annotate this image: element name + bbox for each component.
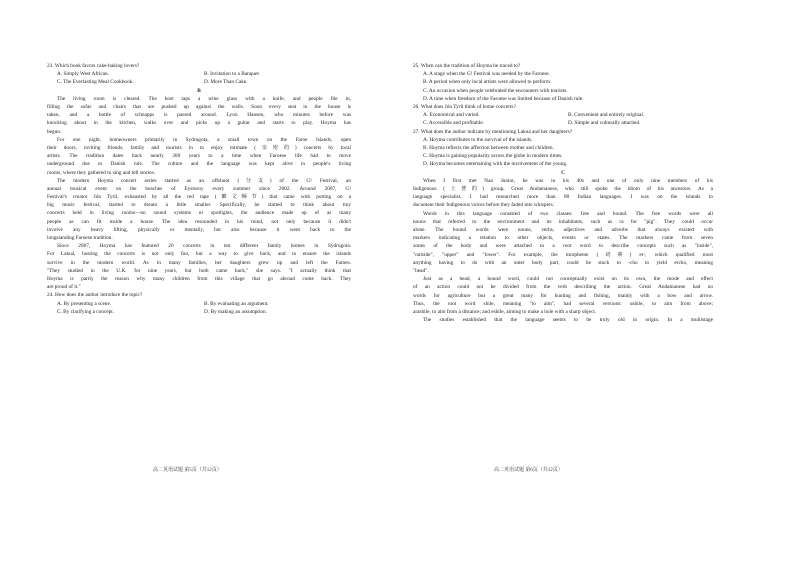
option-d: D. More Than Cake. bbox=[204, 79, 248, 86]
option-b: B. Invitation to a Banquet. bbox=[204, 71, 261, 78]
option-c: C. Hoyma is gaining popularity across the globe in modern times. bbox=[423, 153, 563, 160]
question-24-options-2 bbox=[47, 308, 351, 316]
text-line: involve any heavy lifting, physically or mentally, but also because it went back to the bbox=[47, 226, 351, 233]
question-26: 26. What does Jón Tyril think of home concerts? bbox=[413, 104, 516, 111]
text-line: Thus, the root word shile, meaning "to aim", had several versions: ushile, to aim from above; bbox=[413, 300, 713, 307]
passage-b-paragraph-4 bbox=[47, 242, 351, 291]
option-d: D. By making an assumption. bbox=[204, 308, 267, 315]
question-25: 25. When can the tradition of Hoyma be traced to? bbox=[413, 63, 521, 69]
section-heading-c: C bbox=[561, 169, 565, 176]
passage-b-paragraph-2 bbox=[47, 136, 351, 177]
text-line: For one night, homeowners primarily in Sydrugota, a small town on the Faroe Islands, open bbox=[57, 136, 351, 143]
option-a: A. By presenting a scene. bbox=[57, 300, 112, 307]
page-footer-left: 高二英语试题 第5页（共12页） bbox=[153, 468, 222, 473]
option-a: A. Simply West African. bbox=[57, 71, 109, 78]
text-line: "head". bbox=[413, 267, 429, 274]
text-line: their doors, inviting friends, family and tourists in to enjoy intimate (亲密的) concerts by local bbox=[47, 144, 351, 151]
text-line: arashile, to aim from a distance; and eshile, aiming to make a hole with a sharp object. bbox=[413, 308, 597, 315]
option-b: B. Convenient and entirely original. bbox=[568, 112, 645, 119]
left-page-column bbox=[47, 62, 351, 316]
text-line: annual musical event on the beaches of Eysturoy every summer since 2002. Around 2007, G! bbox=[47, 185, 351, 192]
right-page-column bbox=[413, 62, 713, 324]
text-line: Festival's creator Jón Tyril, exhausted by all the red tape (繁文缛节) that came with putting on a bbox=[47, 194, 351, 201]
text-line: words for agriculture but a great many for hunting and fishing, mainly with a bow and arrow. bbox=[413, 292, 713, 299]
text-line: anything having to do with an outer body part, could be stuck to -cho to yield ercho, meaning bbox=[413, 259, 713, 266]
question-24: 24. How does the author introduce the topic? bbox=[47, 292, 143, 299]
passage-b-paragraph-3 bbox=[47, 177, 351, 243]
text-line: filling the sofas and chairs that are pushed up against the walls. Soon every seat in the house is bbox=[47, 104, 351, 110]
text-line: The living room is cleared. The host taps a wine glass with a knife, and people file in, bbox=[57, 95, 351, 102]
question-23-options bbox=[47, 70, 351, 78]
option-c: C. The Everlasting Meal Cookbook. bbox=[57, 79, 134, 86]
text-line: Since 2007, Hoyma has featured 20 concerts in ten different family homes in Sydrugota. bbox=[57, 243, 351, 250]
text-line: language specialist, I had researched more than 80 Indian languages. I was on the islands to bbox=[413, 194, 713, 201]
passage-b-paragraph-1 bbox=[47, 95, 351, 136]
option-a: A. Hoyma contributes to the survival of the islands. bbox=[423, 136, 533, 143]
text-line: Words in this language consisted of two classes: free and bound. The free words were all bbox=[423, 210, 713, 217]
text-line: underground due to Danish rule. The culture and the language was kept alive in people's living bbox=[47, 161, 351, 168]
question-26-options bbox=[413, 111, 713, 119]
option-d: D. Simple and culturally attached. bbox=[568, 120, 641, 127]
text-line: survive in the modern world. As in many families, her daughters grew up and left the Faroes. bbox=[47, 259, 351, 266]
text-line: taken, and a bottle of schnapps is passed around. Lyon Hansen, who minutes before was bbox=[47, 112, 351, 119]
text-line: big music festival, started to dream a little smaller. Specifically, he started to think about tiny bbox=[47, 202, 351, 209]
text-line: document their Indigenous voices before they faded into whispers. bbox=[413, 202, 555, 209]
option-b: B. Hoyma reflects the affection between mother and children. bbox=[423, 145, 554, 152]
question-23: 23. Which book favors cake-baking lovers? bbox=[47, 63, 140, 69]
option-c: C. An occasion when people celebrated the encounters with tourists. bbox=[423, 87, 568, 94]
text-line: alone. The bound words were nouns, verbs, adjectives and adverbs that always existed with bbox=[413, 226, 713, 233]
option-b: B. By evaluating an argument. bbox=[204, 300, 269, 307]
passage-c-paragraph-2 bbox=[413, 210, 713, 276]
text-line: zones of the body and were attached to a root word to describe concepts such as "inside", bbox=[413, 243, 713, 250]
option-c: C. By clarifying a concept. bbox=[57, 308, 115, 315]
option-a: A. Economical and varied. bbox=[423, 112, 480, 119]
text-line: Hoyma is partly the reason why many children from this village that go abroad come back. They bbox=[47, 275, 351, 282]
option-b: B. A period when only local artists were allowed to perform. bbox=[423, 79, 552, 86]
option-c: C. Accessible and profitable. bbox=[423, 120, 485, 127]
text-line: For Lakuá, hosting the concerts is not only fun, but a way to give back, and to ensure the islands bbox=[47, 251, 351, 258]
question-23-options-2 bbox=[47, 78, 351, 86]
passage-c-paragraph-3 bbox=[413, 275, 713, 316]
text-line: "They studied in the U.K. for nine years, but both came back," she says. "I actually think that bbox=[47, 267, 351, 274]
question-24-options bbox=[47, 300, 351, 308]
text-line: The studies established that the language seems to be truly old in origin. In a multistage bbox=[423, 317, 713, 324]
text-line: begun. bbox=[47, 128, 62, 135]
text-line: markers indicating a relation to other objects, events or states. The markers came from seven bbox=[413, 235, 713, 242]
option-d: D. Hoyma becomes entertaining with the involvement of the young. bbox=[423, 161, 568, 168]
section-heading-b: B bbox=[197, 87, 201, 94]
text-line: of an action could not be divided from the verb describing the action. Great Andamanese had no bbox=[413, 284, 713, 291]
text-line: "outside", "upper" and "lower". For example, the morpheme (词素) er-, which qualified most bbox=[413, 251, 713, 258]
text-line: The modern Hoyma concert series started as an offshoot (分支) of the G! Festival, an bbox=[57, 177, 351, 184]
passage-c-paragraph-1 bbox=[413, 177, 713, 210]
question-26-options-2 bbox=[413, 119, 713, 127]
text-line: people as can fit inside a house. The idea resounded in his mind, not only because it didn't bbox=[47, 218, 351, 225]
page-footer-right: 高二英语试题 第6页（共12页） bbox=[494, 468, 563, 473]
text-line: longstanding Faroese tradition. bbox=[47, 235, 113, 242]
text-line: Just as a head, a bound word, could not conceptually exist on its own, the mode and effect bbox=[423, 276, 713, 283]
text-line: are proud of it." bbox=[47, 284, 81, 291]
text-line: rooms, where they gathered to sing and tell stories. bbox=[47, 169, 155, 176]
text-line: When I first met Nao Junior, he was in his 40s and one of only nine members of his bbox=[423, 177, 713, 184]
text-line: Indigenous (土著的) group, Great Andamanese, who still spoke the idiom of his ancestors. As a bbox=[413, 186, 713, 193]
text-line: concerts held in living rooms—no sound systems or spotlights, the audience made up of as many bbox=[47, 210, 351, 217]
text-line: artists. The tradition dates back nearly 300 years to a time when Faroese life had to move bbox=[47, 153, 351, 160]
text-line: nouns that referred to the environment and its inhabitants, such as ra for "pig". They could occur bbox=[413, 218, 713, 225]
option-d: D. A time when freedom of the Faroese was limited because of Danish rule. bbox=[423, 95, 584, 102]
text-line: knocking about in the kitchen, walks over and picks up a guitar and starts to play. Hoyma has bbox=[47, 120, 351, 127]
passage-c-paragraph-4 bbox=[413, 316, 713, 324]
question-27: 27. What does the author indicate by mentioning Lakuá and her daughters? bbox=[413, 128, 573, 135]
option-a: A. A stage when the G! Festival was needed by the Faroese. bbox=[423, 71, 550, 78]
